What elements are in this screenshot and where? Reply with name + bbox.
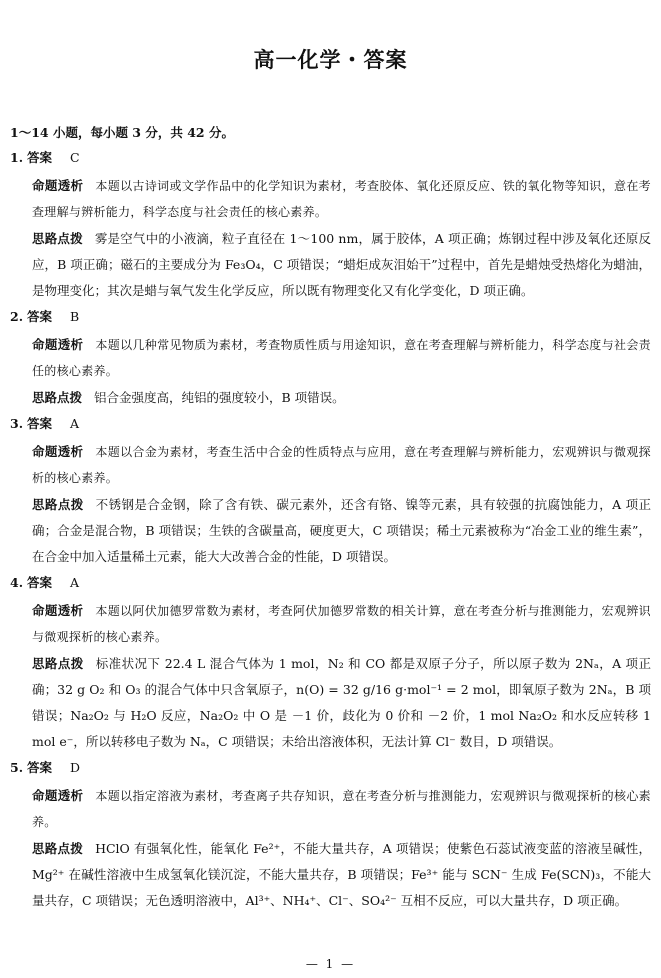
analysis-text: 本题以古诗词或文学作品中的化学知识为素材，考查胶体、氧化还原反应、铁的氧化物等知识，意在考查理解与辨析能力，科学态度与社会责任的核心素养。 — [32, 179, 651, 219]
hint-label: 思路点拨 — [32, 231, 83, 246]
question-number: 3. — [10, 416, 24, 431]
hint-section — [32, 651, 651, 755]
analysis-label: 命题透析 — [32, 337, 84, 352]
scoring-intro: 1～14 小题，每小题 3 分，共 42 分。 — [10, 125, 234, 140]
analysis-text: 本题以几种常见物质为素材，考查物质性质与用途知识，意在考查理解与辨析能力，科学态度与社会责任的核心素养。 — [32, 338, 651, 378]
hint-section — [32, 385, 651, 411]
page-title: 高一化学・答案 — [253, 48, 408, 72]
answer-label: 答案 — [27, 309, 53, 324]
answer-value: B — [70, 309, 80, 324]
hint-text: 不锈钢是合金钢，除了含有铁、碳元素外，还含有铬、镍等元素，具有较强的抗腐蚀能力，A 项正确；合金是混合物，B 项错误；生铁的含碳量高，硬度更大，C 项错误；稀土元素被称为“冶金工业的维生素”，在合金中加入适量稀土元素，能大大改善合金的性能，D 项错误。 — [32, 497, 651, 564]
question-2 — [10, 308, 651, 411]
answer-value: A — [70, 575, 80, 590]
hint-label: 思路点拨 — [32, 841, 84, 856]
analysis-text: 本题以指定溶液为素材，考查离子共存知识，意在考查分析与推测能力，宏观辨识与微观探析的核心素养。 — [32, 789, 651, 829]
answer-content — [10, 124, 651, 918]
hint-text: 铝合金强度高，纯铝的强度较小，B 项错误。 — [94, 390, 345, 405]
analysis-label: 命题透析 — [32, 788, 84, 803]
answer-label: 答案 — [27, 760, 53, 775]
answer-line — [10, 308, 651, 326]
question-3 — [10, 415, 651, 570]
analysis-text: 本题以阿伏加德罗常数为素材，考查阿伏加德罗常数的相关计算，意在考查分析与推测能力，宏观辨识与微观探析的核心素养。 — [32, 604, 651, 644]
analysis-label: 命题透析 — [32, 444, 84, 459]
analysis-label: 命题透析 — [32, 603, 84, 618]
hint-section — [32, 492, 651, 570]
analysis-section — [32, 173, 651, 225]
question-5 — [10, 759, 651, 914]
analysis-section — [32, 332, 651, 384]
answer-line — [10, 574, 651, 592]
analysis-section — [32, 439, 651, 491]
question-number: 2. — [10, 309, 24, 324]
page-number: — 1 — — [305, 957, 356, 971]
answer-line — [10, 149, 651, 167]
question-number: 1. — [10, 150, 24, 165]
answer-label: 答案 — [27, 575, 53, 590]
analysis-section — [32, 598, 651, 650]
question-4 — [10, 574, 651, 755]
question-1 — [10, 149, 651, 304]
answer-value: D — [70, 760, 81, 775]
hint-label: 思路点拨 — [32, 390, 83, 405]
analysis-section — [32, 783, 651, 835]
hint-label: 思路点拨 — [32, 497, 84, 512]
answer-line — [10, 415, 651, 433]
answer-label: 答案 — [27, 150, 53, 165]
hint-text: 标准状况下 22.4 L 混合气体为 1 mol，N₂ 和 CO 都是双原子分子，所以原子数为 2Nₐ，A 项正确；32 g O₂ 和 O₃ 的混合气体中只含氧原子，n(O) = 32 g/16 g·mol⁻¹ = 2 mol，即氧原子数为 2Nₐ，B 项错误；Na₂O₂ 与 H₂O 反应，Na₂O₂ 中 O 是 －1 价，歧化为 0 价和 －2 价，1 mol Na₂O₂ 和水反应转移 1 mol e⁻，所以转移电子数为 Nₐ，C 项错误；未给出溶液体积，无法计算 Cl⁻ 数目，D 项错误。 — [32, 656, 651, 749]
hint-text: 雾是空气中的小液滴，粒子直径在 1～100 nm，属于胶体，A 项正确；炼钢过程中涉及氧化还原反应，B 项正确；磁石的主要成分为 Fe₃O₄，C 项错误；“蜡炬成灰泪始干”过程中，首先是蜡烛受热熔化为蜡油，是物理变化；其次是蜡与氧气发生化学反应，所以既有物理变化又有化学变化，D 项正确。 — [32, 231, 651, 298]
answer-value: C — [70, 150, 80, 165]
hint-section — [32, 226, 651, 304]
answer-label: 答案 — [27, 416, 53, 431]
answer-line — [10, 759, 651, 777]
analysis-text: 本题以合金为素材，考查生活中合金的性质特点与应用，意在考查理解与辨析能力，宏观辨识与微观探析的核心素养。 — [32, 445, 651, 485]
hint-text: HClO 有强氧化性，能氧化 Fe²⁺，不能大量共存，A 项错误；使紫色石蕊试液变蓝的溶液呈碱性，Mg²⁺ 在碱性溶液中生成氢氧化镁沉淀，不能大量共存，B 项错误；Fe³⁺ 能与 SCN⁻ 生成 Fe(SCN)₃，不能大量共存，C 项错误；无色透明溶液中，Al³⁺、NH₄⁺、Cl⁻、SO₄²⁻ 互相不反应，可以大量共存，D 项正确。 — [32, 841, 651, 908]
question-number: 4. — [10, 575, 24, 590]
hint-label: 思路点拨 — [32, 656, 84, 671]
hint-section — [32, 836, 651, 914]
answer-value: A — [70, 416, 80, 431]
question-number: 5. — [10, 760, 24, 775]
analysis-label: 命题透析 — [32, 178, 84, 193]
